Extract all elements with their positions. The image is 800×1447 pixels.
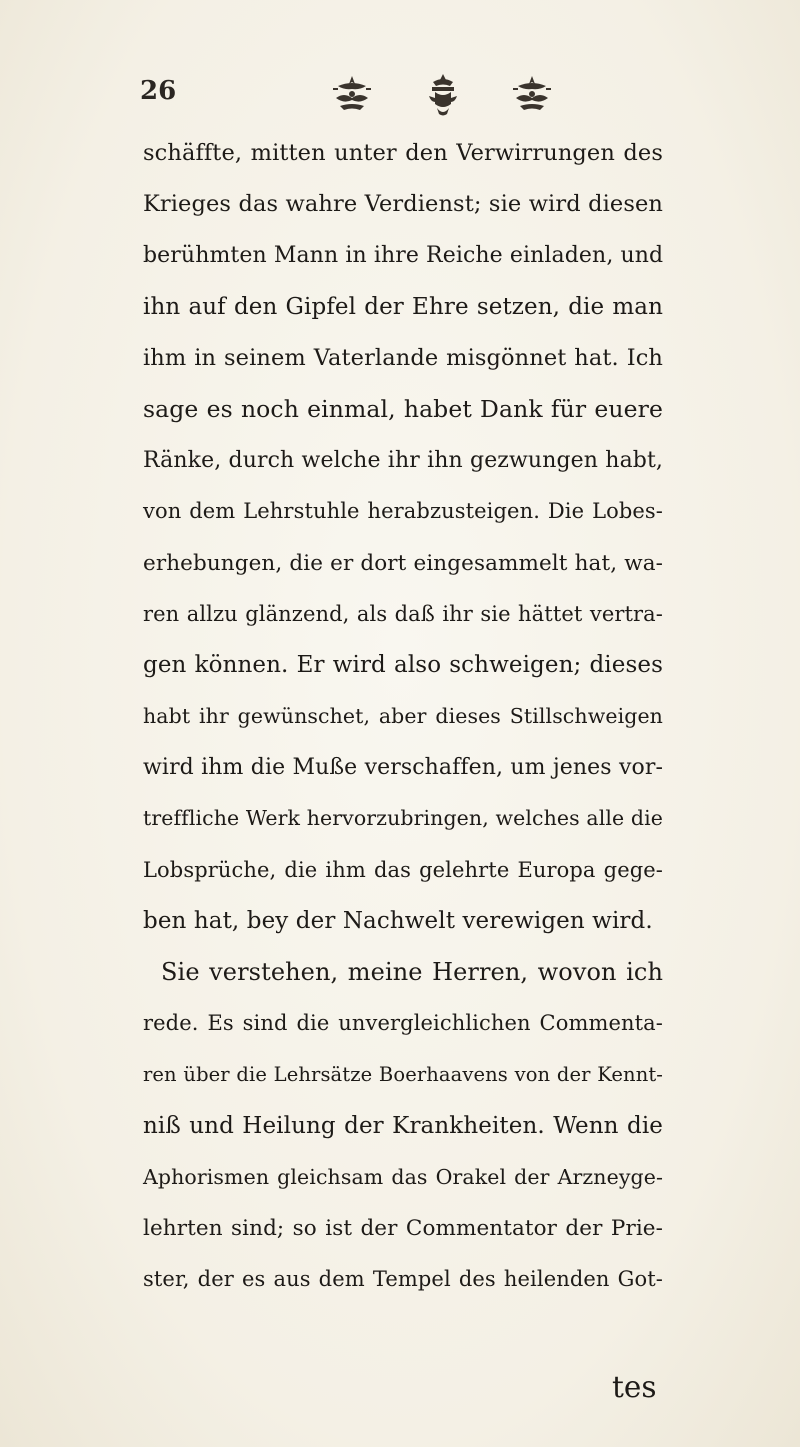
text-line: wird ihm die Muße verschaffen, um jenes vor-: [143, 755, 663, 781]
text-line: ihn auf den Gipfel der Ehre setzen, die man: [143, 293, 663, 320]
text-line: ren allzu glänzend, als daß ihr sie hättet vertra-: [143, 601, 663, 626]
text-line: Ränke, durch welche ihr ihn gezwungen habt,: [143, 448, 663, 474]
text-line: Sie verstehen, meine Herren, wovon ich: [161, 958, 663, 986]
text-line: von dem Lehrstuhle herabzusteigen. Die Lobes-: [143, 499, 663, 524]
text-line: niß und Heilung der Krankheiten. Wenn die: [143, 1112, 663, 1139]
text-line: ihm in seinem Vaterlande misgönnet hat. Ich: [143, 344, 663, 371]
text-line: Lobsprüche, die ihm das gelehrte Europa gege-: [143, 857, 663, 882]
text-line: Aphorismen gleichsam das Orakel der Arzneyge-: [143, 1164, 663, 1189]
text-line: berühmten Mann in ihre Reiche einladen, und: [143, 243, 664, 269]
text-line: erhebungen, die er dort eingesammelt hat, wa-: [143, 550, 663, 576]
text-line: rede. Es sind die unvergleichlichen Commenta-: [143, 1011, 663, 1036]
body-text: [143, 128, 663, 1305]
catchword: tes: [612, 1370, 657, 1404]
text-line: ben hat, bey der Nachwelt verewigen wird.: [143, 907, 653, 934]
text-line: schäffte, mitten unter den Verwirrungen des: [143, 140, 663, 166]
text-line: sage es noch einmal, habet Dank für euere: [143, 394, 663, 423]
text-line: lehrten sind; so ist der Commentator der Prie-: [143, 1215, 663, 1241]
page-header: [0, 72, 800, 122]
fleuron-center-icon: [423, 72, 463, 118]
text-line: ster, der es aus dem Tempel des heilenden Got-: [143, 1267, 663, 1292]
text-line: gen können. Er wird also schweigen; dieses: [143, 651, 663, 678]
text-line: habt ihr gewünschet, aber dieses Stillschweigen: [143, 704, 663, 729]
text-line: ren über die Lehrsätze Boerhaavens von der Kennt-: [143, 1063, 663, 1087]
text-line: Krieges das wahre Verdienst; sie wird diesen: [143, 191, 663, 218]
fleuron-right-icon: [510, 72, 554, 118]
page-number: 26: [140, 76, 177, 106]
text-line: treffliche Werk hervorzubringen, welches alle die: [143, 806, 663, 831]
fleuron-left-icon: [330, 72, 374, 118]
